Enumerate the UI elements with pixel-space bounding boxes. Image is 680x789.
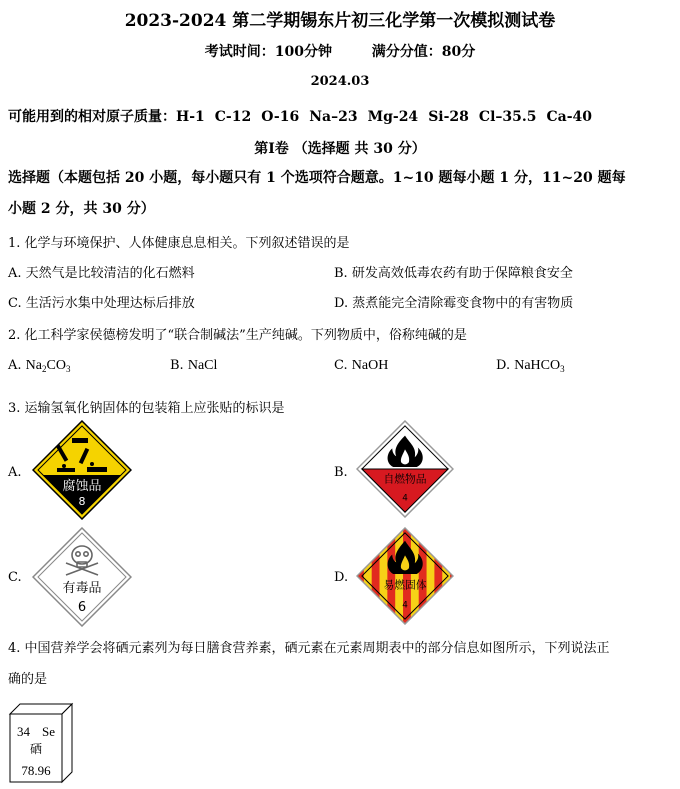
- flammable-solid-label: 易燃固体: [383, 578, 427, 592]
- question-4-stem-line-1: 4. 中国营养学会将硒元素列为每日膳食营养素，硒元素在元素周期表中的部分信息如图所示，下列说法正: [8, 641, 610, 656]
- periodic-table-cell: [4, 700, 76, 786]
- toxic-label: 有毒品: [62, 581, 102, 596]
- question-2-option-b: [170, 358, 217, 374]
- atomic-mass-item: Si-28: [428, 109, 469, 125]
- atomic-mass: 78.96: [21, 763, 51, 778]
- question-3-option-d-letter: D.: [334, 570, 349, 585]
- element-name: 硒: [29, 742, 43, 756]
- question-3-stem: 3. 运输氢氧化钠固体的包装箱上应张贴的标识是: [8, 401, 285, 416]
- question-1-stem: 1. 化学与环境保护、人体健康息息相关。下列叙述错误的是: [8, 236, 350, 251]
- exam-meta: [0, 41, 680, 61]
- atomic-mass-item: Mg-24: [367, 109, 419, 125]
- question-3-option-a-letter: A.: [8, 465, 22, 480]
- exam-time: 考试时间：100分钟: [204, 44, 332, 60]
- corrosive-class-number: 8: [78, 495, 86, 508]
- combustion-class-number: 4: [402, 493, 408, 504]
- option-letter: C.: [334, 358, 348, 373]
- toxic-class-number: 6: [77, 600, 87, 615]
- question-2-option-c: [334, 358, 388, 374]
- question-2-option-a: [8, 358, 70, 374]
- atomic-mass-item: C-12: [214, 109, 252, 125]
- question-3-option-c-letter: C.: [8, 570, 22, 585]
- question-4-stem-line-2: 确的是: [8, 672, 48, 687]
- atomic-mass-item: Na–23: [309, 109, 358, 125]
- atomic-mass-item: Ca-40: [546, 109, 592, 125]
- question-3-option-b-letter: B.: [334, 465, 348, 480]
- formula-nacl: NaCl: [187, 358, 218, 373]
- flammable-solid-sign: [356, 527, 454, 625]
- section-title: 第Ⅰ卷 （选择题 共 30 分）: [254, 141, 426, 157]
- section-instruction-1: 选择题（本题包括 20 小题，每小题只有 1 个选项符合题意。1~10 题每小题 1 分，11~20 题每: [8, 170, 626, 186]
- question-1-option-d: D. 蒸煮能完全清除霉变食物中的有害物质: [334, 296, 574, 311]
- formula-naoh: NaOH: [351, 358, 389, 373]
- option-letter: A.: [8, 358, 22, 373]
- atomic-masses-line: [8, 106, 592, 126]
- question-1-option-b: B. 研发高效低毒农药有助于保障粮食安全: [334, 266, 573, 281]
- full-score: 满分分值：80分: [371, 44, 476, 60]
- section-instruction-2: 小题 2 分，共 30 分）: [8, 201, 155, 217]
- combustion-label: 自燃物品: [383, 472, 427, 486]
- element-symbol: Se: [42, 724, 55, 739]
- flammable-class-number: 4: [402, 600, 408, 611]
- exam-title: 2023-2024 第二学期锡东片初三化学第一次模拟测试卷: [124, 11, 556, 31]
- question-1-option-c: C. 生活污水集中处理达标后排放: [8, 296, 195, 311]
- formula-nahco3: NaHCO$_3$: [514, 358, 565, 374]
- question-2-option-d: [496, 358, 565, 374]
- atomic-number: 34: [17, 724, 30, 739]
- exam-date: 2024.03: [310, 74, 370, 89]
- atomic-masses-label: 可能用到的相对原子质量：: [8, 109, 176, 125]
- option-letter: D.: [496, 358, 511, 373]
- atomic-mass-item: O-16: [261, 109, 300, 125]
- question-1-option-a: A. 天然气是比较清洁的化石燃料: [8, 266, 195, 281]
- corrosive-label: 腐蚀品: [62, 479, 102, 494]
- toxic-hazard-sign: [32, 527, 132, 627]
- spontaneous-combustion-sign: [356, 420, 454, 518]
- question-2-stem: 2. 化工科学家侯德榜发明了“联合制碱法”生产纯碱。下列物质中，俗称纯碱的是: [8, 328, 467, 343]
- atomic-mass-item: H-1: [176, 109, 205, 125]
- formula-na2co3: $Na_2CO_3$: [25, 358, 71, 374]
- corrosive-hazard-sign: [32, 420, 132, 520]
- atomic-mass-item: Cl–35.5: [478, 109, 537, 125]
- option-letter: B.: [170, 358, 184, 373]
